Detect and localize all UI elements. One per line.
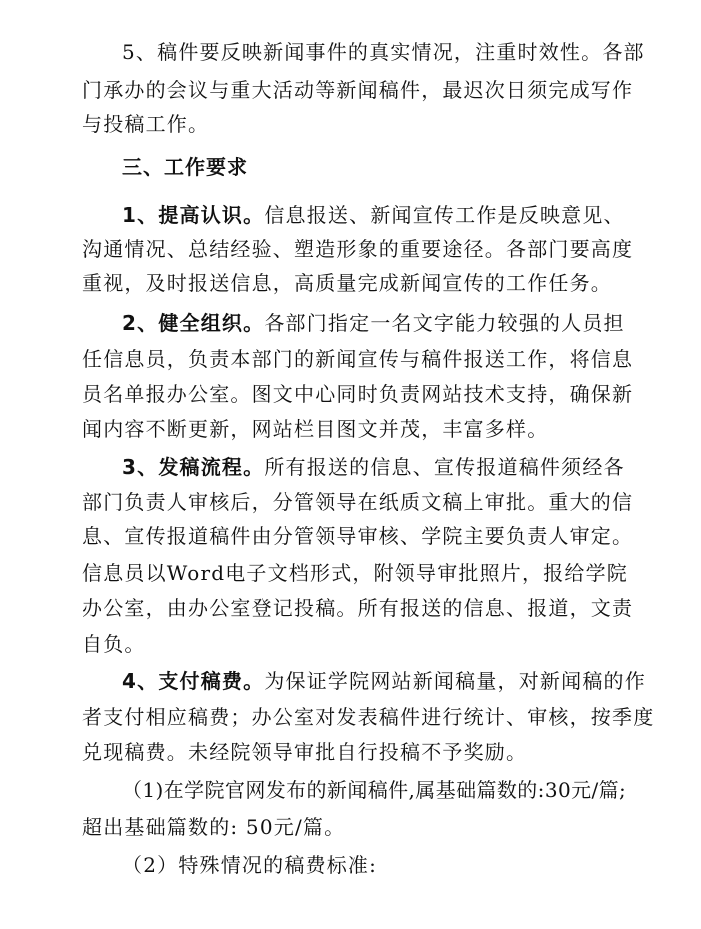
item-1-line-2: 沟通情况、总结经验、塑造形象的重要途径。各部门要高度 <box>82 237 634 261</box>
item-4-line-1 <box>122 669 646 693</box>
sub-item-1-line-2: 超出基础篇数的: 50元/篇。 <box>82 815 346 839</box>
item-2-line-1 <box>122 311 625 335</box>
item-2-label: 2、健全组织。 <box>122 311 265 335</box>
item-3-label: 3、发稿流程。 <box>122 455 265 479</box>
item-3-line-6: 自负。 <box>82 632 146 656</box>
item-1-text: 信息报送、新闻宣传工作是反映意见、 <box>264 203 625 227</box>
item-3-text: 所有报送的信息、宣传报道稿件须经各 <box>264 455 625 479</box>
section-heading: 三、工作要求 <box>122 155 248 179</box>
item-4-line-3: 兑现稿费。未经院领导审批自行投稿不予奖励。 <box>82 740 528 764</box>
item-1-line-3: 重视，及时报送信息，高质量完成新闻宣传的工作任务。 <box>82 271 612 295</box>
item-2-line-4: 闻内容不断更新，网站栏目图文并茂，丰富多样。 <box>82 417 549 441</box>
item-3-line-4: 信息员以Word电子文档形式，附领导审批照片，报给学院 <box>82 561 629 585</box>
item-1-line-1 <box>122 203 625 227</box>
sub-item-1-line-1: （1)在学院官网发布的新闻稿件,属基础篇数的:30元/篇; <box>122 778 627 802</box>
paragraph-5-line-3: 与投稿工作。 <box>82 112 210 136</box>
item-3-line-3: 息、宣传报道稿件由分管领导审核、学院主要负责人审定。 <box>82 524 634 548</box>
item-1-label: 1、提高认识。 <box>122 203 265 227</box>
paragraph-5-line-2: 门承办的会议与重大活动等新闻稿件，最迟次日须完成写作 <box>82 78 634 102</box>
sub-item-2-line-1: （2）特殊情况的稿费标准: <box>122 853 378 877</box>
item-2-line-2: 任信息员，负责本部门的新闻宣传与稿件报送工作，将信息 <box>82 347 634 371</box>
item-3-line-2: 部门负责人审核后，分管领导在纸质文稿上审批。重大的信 <box>82 490 634 514</box>
item-2-line-3: 员名单报办公室。图文中心同时负责网站技术支持，确保新 <box>82 382 634 406</box>
item-3-line-1 <box>122 455 625 479</box>
item-4-line-2: 者支付相应稿费；办公室对发表稿件进行统计、审核，按季度 <box>82 705 655 729</box>
item-4-text: 为保证学院网站新闻稿量，对新闻稿的作 <box>264 669 646 693</box>
item-4-label: 4、支付稿费。 <box>122 669 265 693</box>
paragraph-5-line-1: 5、稿件要反映新闻事件的真实情况，注重时效性。各部 <box>122 40 645 64</box>
item-2-text: 各部门指定一名文字能力较强的人员担 <box>264 311 625 335</box>
item-3-line-5: 办公室，由办公室登记投稿。所有报送的信息、报道，文责 <box>82 596 634 620</box>
